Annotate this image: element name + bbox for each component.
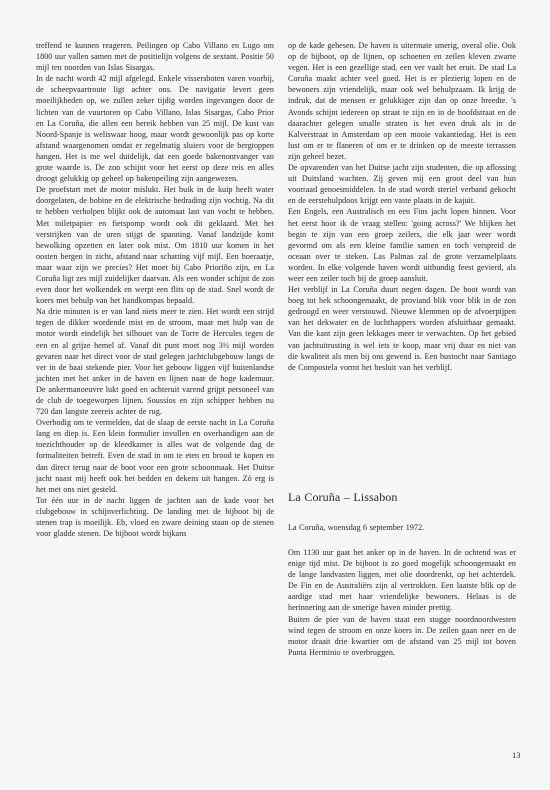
- paragraph: Een Engels, een Australisch en een Fins jacht lopen binnen. Voor het eerst hoor ik de vraag stellen: 'going across?' We blijken het begin te zijn van een groep zeilers, die elk jaar weer wordt gevormd om als een kleine familie samen en toch verspreid de oceaan over te steken. Las Palmas zal de grote verzamelplaats worden. In elke volgende haven wordt uitbundig feest gevierd, als weer een zeiler toch bij de groep aansluit.: [288, 207, 516, 283]
- paragraph: In de nacht wordt 42 mijl afgelegd. Enkele vissersboten varen voorbij, de scheepvaartroute ligt achter ons. De navigatie levert geen moeilijkheden op, we zullen zeker tijdig worden ingevangen door de lichten van de vuurtoren op Cabo Villano, Islas Sisargas, Cabo Prior en La Coruña, die allen een bereik hebben van 25 mijl. De kust van Noord-Spanje is weliswaar hoog, maar wordt gewoonlijk pas op korte afstand waargenomen omdat er regelmatig sluiers voor de bergtoppen hangen. Het is me wel duidelijk, dat een goede bakenontvanger van grote waarde is. De zon schijnt voor het eerst op deze reis en alles droogt gelukkig op geheel op bakenpeiling zijn aangewezen.: [36, 74, 274, 184]
- dateline: La Coruña, woensdag 6 september 1972.: [288, 523, 425, 532]
- paragraph: Na drie minuten is er van land niets meer te zien. Het wordt een strijd tegen de dikker wordende mist en de stroom, maar met hulp van de motor wordt eindelijk het silhouet van de Torre de Hercules tegen de een en al grijze hemel af. Vanaf dit punt moet nog 3½ mijl worden gevaren naar het direct voor de stad gelegen jachtclubgebouw langs de ver in de baai stekende pier. Voor het gebouw liggen vijf buitenlandse jachten met het anker in de haven en lijnen naar de hoge kademuur. De ankermanoeuvre lukt goed en achteruit varend grijpt personeel van de club de toegeworpen lijnen. Soussios en zijn schipper hebben nu 720 dan langste zeereis achter de rug.: [36, 307, 274, 417]
- right-text-column: [288, 40, 516, 687]
- right-column-bottom-text: [288, 547, 516, 687]
- paragraph: De opvarenden van het Duitse jacht zijn studenten, die op aflossing uit Duitsland wachten. Zij geven mij een groot deel van hun voorraad genoesmiddelen. In de stad wordt steriel verband gekocht en de eerstehulpdoos krijgt een vaste plaats in de kajuit.: [288, 163, 516, 206]
- right-column-top-text: [288, 40, 516, 372]
- paragraph: Buiten de pier van de haven staat een stugge noordnoordwesten wind tegen de stroom en onze koers in. De zeilen gaan neer en de motor draait drie kwartier om de afstand van 25 mijl tot boven Punta Herminio te overbruggen.: [288, 614, 516, 657]
- paragraph: Overbodig om te vermelden, dat de slaap de eerste nacht in La Coruña lang en diep is. Een klein formulier invullen en overhandigen aan de toezichthouder op de kleedkamer is alles wat de volgende dag de formaliteiten betreft. Even de stad in om te eten en brood te kopen en dan direct terug naar de boot voor een grote schoonmaak. Het Duitse jacht naast mij heeft ook het bedden en dekens uit hangen. Zó erg is het met ons niet gesteld.: [36, 418, 274, 494]
- paragraph: Het verblijf in La Coruña duurt negen dagen. De boot wordt van boeg tot hek schoongemaakt, de proviand blik voor blik in de zon gedroogd en weer verstouwd. Nieuwe klemmen op de afvoerpijpen van het dekwater en de luchthappers worden afsluitbaar gemaakt. Van die kant zijn geen lekkages meer te verwachten. Op het gebied van jachtuitrusting is wel iets te koop, maar vrij duur en niet van die kwaliteit als men bij ons gewend is. Een bustocht naar Santiago de Compostela vormt het besluit van het verblijf.: [288, 285, 516, 372]
- left-text-column: [36, 40, 274, 762]
- page-number: 13: [512, 750, 521, 760]
- chapter-title: La Coruña – Lissabon: [288, 490, 398, 504]
- paragraph: treffend te kunnen reageren. Peilingen op Cabo Villano en Lugo om 1800 uur vallen samen met de positielijn volgens de sextant. Positie 50 mijl ten noorden van Islas Sisargas.: [36, 41, 274, 73]
- paragraph: Om 1130 uur gaat het anker op in de haven. In de ochtend was er enige tijd mist. De bijboot is zo goed mogelijk schoongemaakt en de lange landvasten liggen, met olie doordrenkt, op het achterdek. De Fin en de Australiërs zijn al vertrokken. Een laatste blik op de aardige stad met haar vriendelijke bewoners. Helaas is de herinnering aan de smerige haven minder prettig.: [288, 548, 516, 613]
- paragraph: op de kade gehesen. De haven is uitermate smerig, overal olie. Ook op de bijboot, op de lijnen, op schoenen en zeilen kleven zwarte vegen. Het is een gezellige stad, een ver vaalt het eruit. De stad La Coruña maakt achter veel goed. Het is er plezierig lopen en de bewoners zijn vriendelijk, maar ook wel behulpzaam. Ik krijg de indruk, dat de mensen er gelukkiger zijn dan op onze breedte. 's Avonds schijnt iedereen op straat te zijn en in de hoofdstraat en de daarachter gelegen smalle straten is het even druk als in de Kalverstraat in Amsterdam op een mooie vakantiedag. Het is een lust om er te flaneren of om er te drinken op de meeste terrassen zijn geheel bezet.: [288, 41, 516, 161]
- paragraph: De proefstart met de motor mislukt. Het buik in de kuip heeft water doorgelaten, de bobine en de elektrische bedrading zijn vochtig. Na dit te hebben verholpen blijkt ook de automaat last van vocht te hebben. Met toiletpapier en fietspomp wordt ook dit geklaard. Met het verstrijken van de uren stijgt de spanning. Vanaf landzijde komt bewolking opzetten en later ook mist. Om 1810 uur komen in het oosten bergen in zicht, afstand naar schatting vijf mijl. Een hoeraatje, maar waar zijn we precies? Het moet bij Cabo Prioriño zijn, en La Coruña ligt zes mijl zuidelijker daarvan. Als een wonder schijnt de zon even door het wolkendek en werpt een flits op de stad. Snel wordt de koers met behulp van het handkompas bepaald.: [36, 185, 274, 306]
- paragraph: Tot één uur in de nacht liggen de jachten aan de kade voor het clubgebouw in schijnverlichting. De landing met de bijboot bij de stenen trap is moeilijk. Eb, vloed en zware deining staan op de stenen voor gladde stenen. De bijboot wordt bijkans: [36, 495, 274, 539]
